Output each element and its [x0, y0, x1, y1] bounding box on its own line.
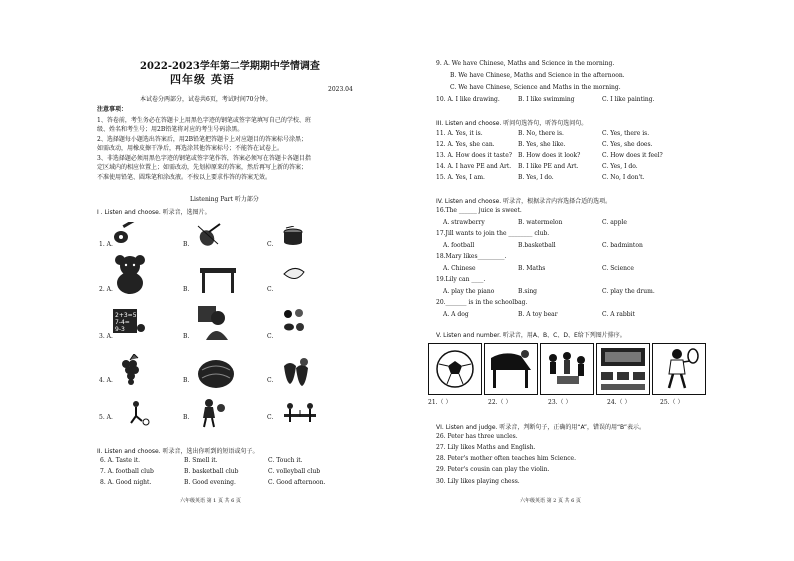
q26-statement: 26. Peter has three uncles.	[436, 433, 518, 440]
q13-option-b: B. How does it look?	[518, 152, 581, 159]
q23-blank[interactable]: 23.（ ）	[548, 399, 572, 406]
q2-label-b: B.	[183, 286, 190, 293]
notice-line: 不准使用铅笔、圆珠笔和涂改液。不按以上要求作答的答案无效。	[97, 174, 272, 181]
q10-option-a: 10. A. I like drawing.	[436, 96, 500, 103]
q5-label-b: B.	[183, 414, 190, 421]
exam-title: 2022-2023学年第二学期期中学情调查	[140, 61, 320, 72]
q2-label-c: C.	[267, 286, 274, 293]
notice-line: 1、答卷前，考生务必在答题卡上用黑色字迹的钢笔或签字笔填写自己的学校、班	[97, 117, 311, 124]
q20-stem: 20._______ is in the schoolbag.	[436, 299, 528, 306]
q17-option-a: A. football	[443, 242, 475, 249]
q9-option-a: 9. A. We have Chinese, Maths and Science in the morning.	[436, 60, 615, 67]
q4-label-c: C.	[267, 377, 274, 384]
q20-option-c: C. A rabbit	[602, 311, 635, 318]
notice-line: 3、非选择题必须用黑色字迹的钢笔或签字笔作答，答案必须写在答题卡各题目指	[97, 155, 311, 162]
q30-statement: 30. Lily likes playing chess.	[436, 478, 520, 485]
q11-option-b: B. No, there is.	[518, 130, 564, 137]
right-page-footer: 六年级英语 第 2 页 共 6 页	[520, 498, 581, 504]
q15-option-b: B. Yes, I do.	[518, 174, 554, 181]
q18-option-a: A. Chinese	[443, 265, 476, 272]
violin-icon	[196, 222, 222, 248]
q16-option-a: A. strawberry	[443, 219, 485, 226]
section-1-title: I . Listen and choose. 听录音，选图片。	[97, 209, 211, 216]
q11-option-c: C. Yes, there is.	[602, 130, 650, 137]
q22-blank[interactable]: 22.（ ）	[488, 399, 512, 406]
exam-date: 2023.04	[328, 86, 353, 93]
q22-picture-box	[484, 343, 538, 395]
guitar-icon	[112, 222, 142, 246]
q15-option-c: C. No, I don't.	[602, 174, 645, 181]
q21-picture-box	[428, 343, 482, 395]
q16-stem: 16.The ______ juice is sweet.	[436, 207, 522, 214]
notice-title: 注意事项：	[97, 106, 128, 113]
q19-option-b: B.sing	[518, 288, 538, 295]
q7-option-b: B. basketball club	[184, 468, 239, 475]
left-page-footer: 六年级英语 第 1 页 共 6 页	[180, 498, 241, 504]
q28-statement: 28. Peter's mother often teaches him Science.	[436, 455, 577, 462]
teddy-bear-icon	[112, 254, 148, 294]
pillow-icon	[282, 264, 306, 284]
q17-option-b: B.basketball	[518, 242, 556, 249]
q3-label-a: 3. A.	[99, 333, 113, 340]
q14-option-a: 14. A. I have PE and Art.	[436, 163, 512, 170]
q19-stem: 19.Lily can ____.	[436, 276, 486, 283]
q25-blank[interactable]: 25.（ ）	[660, 399, 684, 406]
section-5-title: V. Listen and number. 听录音，用A、B、C、D、E给下列图片排序。	[436, 332, 626, 339]
q1-label-a: 1. A.	[99, 241, 113, 248]
q24-picture-box	[596, 343, 650, 395]
section-3-title: III. Listen and choose. 听问句选答句，听答句选问句。	[436, 120, 588, 127]
q8-option-b: B. Good evening.	[184, 479, 236, 486]
q16-option-c: C. apple	[602, 219, 627, 226]
notice-line: 定区域内的相应位置上；如需改动，先划掉原来的答案，然后再写上新的答案；	[97, 164, 308, 171]
q8-option-c: C. Good afternoon.	[268, 479, 326, 486]
q17-stem: 17.Jill wants to join the ________ club.	[436, 230, 550, 237]
q12-option-b: B. Yes, she like.	[518, 141, 566, 148]
strawberries-icon	[280, 356, 312, 388]
table-icon	[198, 266, 238, 294]
table-tennis-icon	[282, 402, 318, 426]
q13-option-a: 13. A. How does it taste?	[436, 152, 512, 159]
q12-option-c: C. Yes, she does.	[602, 141, 653, 148]
q23-picture-box	[540, 343, 594, 395]
q13-option-c: C. How does it feel?	[602, 152, 663, 159]
q18-option-b: B. Maths	[518, 265, 546, 272]
q5-label-c: C.	[267, 414, 274, 421]
q7-option-c: C. volleyball club	[268, 468, 321, 475]
q20-option-b: B. A toy bear	[518, 311, 558, 318]
q1-label-c: C.	[267, 241, 274, 248]
notice-line: 级、姓名和考生号；用2B铅笔将对应的考生号码涂黑。	[97, 126, 244, 133]
q3-label-b: B.	[183, 333, 190, 340]
girl-playing-basketball-icon	[196, 398, 226, 428]
svg-text:7-4=: 7-4=	[115, 319, 130, 326]
q17-option-c: C. badminton	[602, 242, 643, 249]
watermelon-icon	[196, 358, 236, 390]
q14-option-c: C. Yes, I do.	[602, 163, 638, 170]
part-title: Listening Part 听力部分	[190, 196, 259, 203]
q6-option-c: C. Touch it.	[268, 457, 303, 464]
grapes-icon	[120, 354, 142, 386]
q12-option-a: 12. A. Yes, she can.	[436, 141, 495, 148]
q1-label-b: B.	[183, 241, 190, 248]
tennis-player-icon	[653, 344, 705, 394]
q16-option-b: B. watermelon	[518, 219, 563, 226]
q6-option-a: 6. A. Taste it.	[100, 457, 141, 464]
q21-blank[interactable]: 21.（ ）	[428, 399, 452, 406]
svg-text:2+3=5: 2+3=5	[115, 312, 137, 319]
q10-option-b: B. I like swimming	[518, 96, 575, 103]
children-playing-icon	[541, 344, 593, 394]
q19-option-c: C. play the drum.	[602, 288, 655, 295]
q27-statement: 27. Lily likes Maths and English.	[436, 444, 536, 451]
q14-option-b: B. I like PE and Art.	[518, 163, 579, 170]
balls-icon	[282, 306, 306, 336]
notice-line: 如需改动，用橡皮擦干净后，再选涂其他答案标号；不能答在试卷上。	[97, 145, 284, 152]
exam-intro: 本试卷分两部分，试卷共6页，考试时间70分钟。	[140, 96, 272, 103]
q15-option-a: 15. A. Yes, I am.	[436, 174, 485, 181]
q5-label-a: 5. A.	[99, 414, 113, 421]
classroom-icon	[597, 344, 649, 394]
boy-playing-football-icon	[124, 400, 150, 426]
q10-option-c: C. I like painting.	[602, 96, 655, 103]
notice-line: 2、选择题每小题选出答案后，用2B铅笔把答题卡上对应题目的答案标号涂黑；	[97, 136, 308, 143]
q8-option-a: 8. A. Good night.	[100, 479, 152, 486]
q19-option-a: A. play the piano	[443, 288, 495, 295]
q18-option-c: C. Science	[602, 265, 634, 272]
section-2-title: II. Listen and choose. 听录音，选出你听到的短语或句子。	[97, 448, 259, 455]
section-6-title: VI. Listen and judge. 听录音，判断句子，正确的用“A”，错误的用“B”表示。	[436, 424, 645, 431]
q7-option-a: 7. A. football club	[100, 468, 154, 475]
q9-option-c: C. We have Chinese, Science and Maths in the morning.	[450, 84, 621, 91]
q20-option-a: A. A dog	[443, 311, 469, 318]
q4-label-a: 4. A.	[99, 377, 113, 384]
q6-option-b: B. Smell it.	[184, 457, 218, 464]
q2-label-a: 2. A.	[99, 286, 113, 293]
soccer-ball-icon	[429, 344, 481, 394]
q25-picture-box	[652, 343, 706, 395]
svg-text:9-3: 9-3	[115, 326, 125, 333]
q24-blank[interactable]: 24.（ ）	[607, 399, 631, 406]
q9-option-b: B. We have Chinese, Maths and Science in the afternoon.	[450, 72, 625, 79]
drum-icon	[282, 226, 304, 246]
q4-label-b: B.	[183, 377, 190, 384]
exam-subtitle: 四年级 英语	[170, 73, 235, 86]
q3-label-c: C.	[267, 333, 274, 340]
teacher-science-icon	[196, 304, 230, 342]
q18-stem: 18.Mary likes_________.	[436, 253, 507, 260]
piano-icon	[485, 344, 537, 394]
blackboard-math-icon	[112, 308, 146, 338]
q29-statement: 29. Peter's cousin can play the violin.	[436, 466, 550, 473]
section-4-title: IV. Listen and choose. 听录音，根据录音内容选择合适的选项。	[436, 198, 612, 205]
q11-option-a: 11. A. Yes, it is.	[436, 130, 483, 137]
